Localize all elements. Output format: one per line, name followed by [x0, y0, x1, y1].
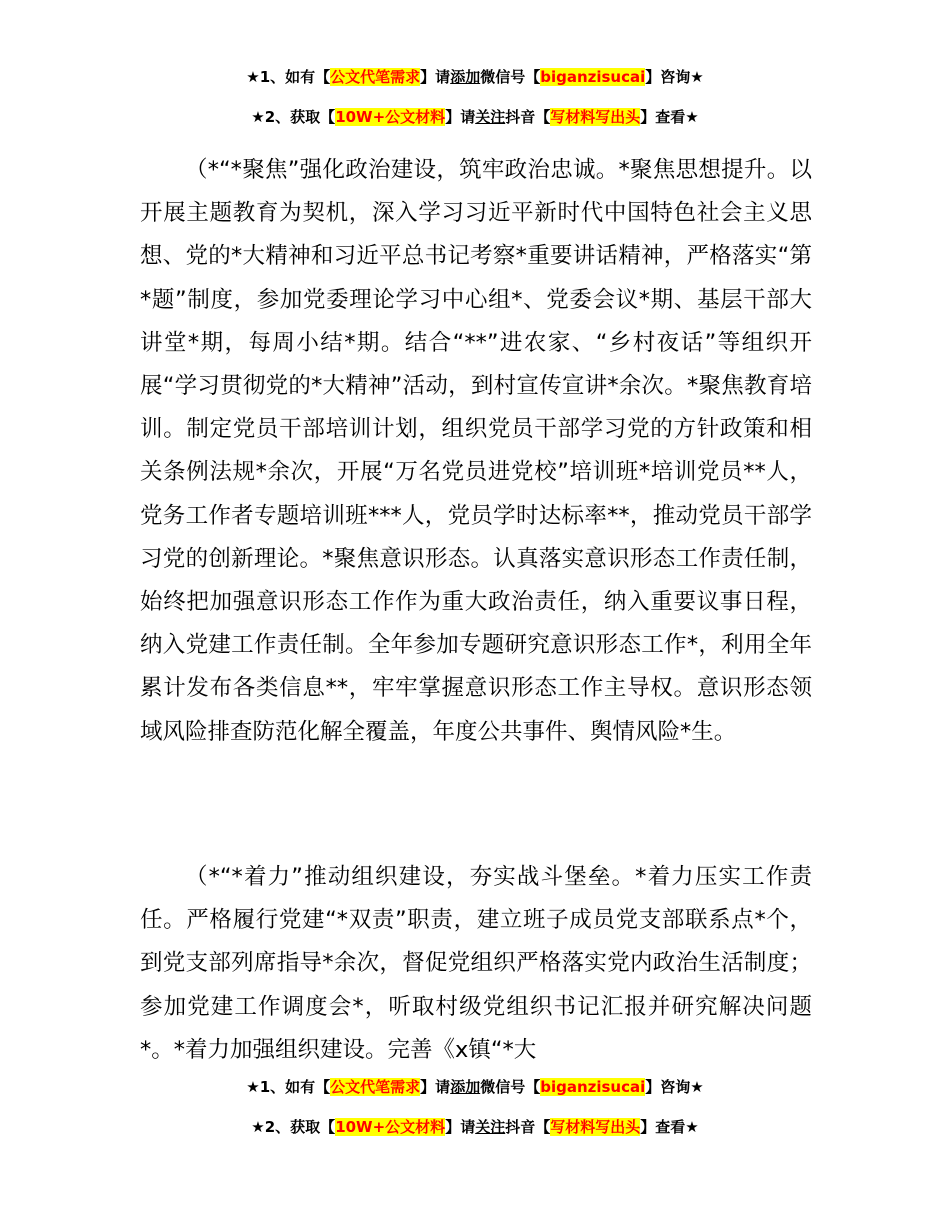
notice-highlight: 写材料写出头 [550, 1118, 641, 1136]
document-body-section-1 [140, 149, 812, 754]
notice-emphasis: 添加 [450, 68, 481, 86]
notice-highlight: biganzisucai [540, 68, 646, 86]
notice-text: 】请 [420, 68, 451, 86]
notice-text: 微信号【 [480, 1078, 541, 1096]
notice-text: 】请 [445, 108, 476, 126]
notice-emphasis: 关注 [475, 108, 506, 126]
notice-text: 】咨询★ [645, 68, 704, 86]
notice-text: 】查看★ [640, 1118, 699, 1136]
body-paragraph: （*“*着力”推动组织建设，夯实战斗堡垒。*着力压实工作责任。严格履行党建“*双责”职责，建立班子成员党支部联系点*个，到党支部列席指导*余次，督促党组织严格落实党内政治生活制度；参加党建工作调度会*，听取村级党组织书记汇报并研究解决问题*。*着力加强组织建设。完善《x镇“*大 [140, 864, 812, 1063]
notice-highlight: 10W+公文材料 [335, 1118, 446, 1136]
notice-emphasis: 关注 [475, 1118, 506, 1136]
notice-text: 】请 [445, 1118, 476, 1136]
notice-text: ★2、获取【 [251, 1118, 336, 1136]
footer-notice-line-1 [0, 1076, 950, 1098]
notice-text: 】查看★ [640, 108, 699, 126]
notice-emphasis: 添加 [450, 1078, 481, 1096]
notice-highlight: 写材料写出头 [550, 108, 641, 126]
notice-text: 】请 [420, 1078, 451, 1096]
notice-text: ★1、如有【 [246, 1078, 331, 1096]
notice-text: 】咨询★ [645, 1078, 704, 1096]
notice-highlight: 10W+公文材料 [335, 108, 446, 126]
notice-text: 微信号【 [480, 68, 541, 86]
header-notice-line-2 [0, 106, 950, 128]
header-notice-line-1 [0, 66, 950, 88]
notice-highlight: 公文代笔需求 [330, 1078, 421, 1096]
body-paragraph: （*“*聚焦”强化政治建设，筑牢政治忠诚。*聚焦思想提升。以开展主题教育为契机，深入学习习近平新时代中国特色社会主义思想、党的*大精神和习近平总书记考察*重要讲话精神，严格落实“第*题”制度，参加党委理论学习中心组*、党委会议*期、基层干部大讲堂*期，每周小结*期。结合“**”进农家、“乡村夜话”等组织开展“学习贯彻党的*大精神”活动，到村宣传宣讲*余次。*聚焦教育培训。制定党员干部培训计划，组织党员干部学习党的方针政策和相关条例法规*余次，开展“万名党员进党校”培训班*培训党员**人，党务工作者专题培训班***人，党员学时达标率**，推动党员干部学习党的创新理论。*聚焦意识形态。认真落实意识形态工作责任制，始终把加强意识形态工作作为重大政治责任，纳入重要议事日程，纳入党建工作责任制。全年参加专题研究意识形态工作*，利用全年累计发布各类信息**，牢牢掌握意识形态工作主导权。意识形态领域风险排查防范化解全覆盖，年度公共事件、舆情风险*生。 [140, 157, 812, 745]
notice-highlight: 公文代笔需求 [330, 68, 421, 86]
notice-text: 抖音【 [505, 1118, 551, 1136]
notice-text: 抖音【 [505, 108, 551, 126]
footer-notice-line-2 [0, 1116, 950, 1138]
notice-text: ★2、获取【 [251, 108, 336, 126]
document-body-section-2 [140, 856, 812, 1072]
notice-text: ★1、如有【 [246, 68, 331, 86]
notice-highlight: biganzisucai [540, 1078, 646, 1096]
